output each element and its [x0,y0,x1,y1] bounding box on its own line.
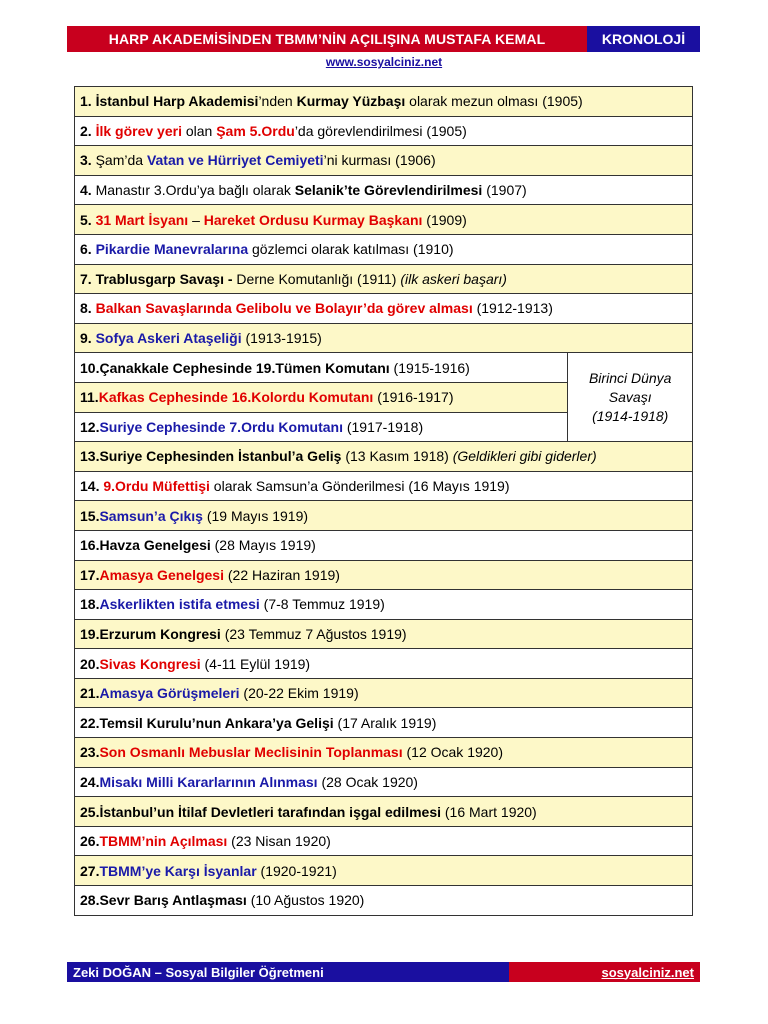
event-number: 1. [80,93,92,110]
event-number: 26. [80,833,100,850]
event-text: (28 Mayıs 1919) [210,537,316,554]
chronology-row [75,708,693,738]
event-text: olan [181,122,217,139]
site-link[interactable]: www.sosyalciniz.net [325,55,443,69]
chronology-row [75,530,693,560]
event-text: (12 Ocak 1920) [402,744,503,761]
war-group-note-line: Birinci Dünya [588,369,672,386]
event-text: (ilk askeri başarı) [400,270,507,287]
event-text: Hareket Ordusu Kurmay Başkanı [203,211,423,228]
chronology-row [75,146,693,176]
event-cell [75,886,693,916]
chronology-table [74,86,693,916]
chronology-row [75,886,693,916]
event-text: Misakı Milli Kararlarının Alınması [99,773,318,790]
event-number: 14. [80,478,100,495]
event-number: 22. [80,714,100,731]
event-number: 25. [80,803,100,820]
event-cell [75,590,693,620]
event-text: TBMM’nin Açılması [99,833,228,850]
event-number: 24. [80,773,100,790]
event-cell [75,530,693,560]
event-number: 27. [80,862,100,879]
event-text: 9.Ordu Müfettişi [103,478,210,495]
event-text: ’nden [258,93,297,110]
event-text: (13 Kasım 1918) [341,448,453,465]
event-text: Sofya Askeri Ataşeliği [95,330,242,347]
chronology-row [75,738,693,768]
event-text: (1917-1918) [342,418,424,435]
event-text: İstanbul’un İtilaf Devletleri tarafından işgal edilmesi [99,803,441,820]
event-number: 21. [80,685,100,702]
event-text: Amasya Görüşmeleri [99,685,240,702]
event-cell [75,146,693,176]
chronology-row [75,501,693,531]
event-number: 18. [80,596,100,613]
event-text: – [188,211,204,228]
event-text: Selanik’te Görevlendirilmesi [294,182,483,199]
event-text: TBMM’ye Karşı İsyanlar [99,862,257,879]
event-text: (1916-1917) [373,389,454,406]
event-text: Suriye Cephesinden İstanbul’a Geliş [99,448,342,465]
chronology-row [75,619,693,649]
event-text: (1913-1915) [241,330,322,347]
event-number: 7. [80,270,92,287]
footer-banner [67,962,700,982]
event-cell [75,560,693,590]
event-text: (23 Nisan 1920) [227,833,331,850]
event-text: Balkan Savaşlarında Gelibolu ve Bolayır’da görev alması [95,300,473,317]
event-text: (7-8 Temmuz 1919) [259,596,385,613]
event-cell [75,353,568,383]
event-text: Suriye Cephesinde 7.Ordu Komutanı [99,418,343,435]
event-text: (1907) [482,182,527,199]
event-text: İlk görev yeri [95,122,182,139]
event-cell [75,175,693,205]
event-text: (19 Mayıs 1919) [202,507,309,524]
footer-author: Zeki DOĞAN – Sosyal Bilgiler Öğretmeni [67,962,509,982]
event-text: Amasya Genelgesi [99,566,224,583]
title-banner [67,26,700,52]
event-text: 31 Mart İsyanı [95,211,189,228]
event-text: Şam’da [95,152,147,169]
event-number: 3. [80,152,92,169]
event-text: olarak mezun olması (1905) [405,93,583,110]
event-cell [75,738,693,768]
event-text: (Geldikleri gibi giderler) [452,448,597,465]
chronology-row [75,205,693,235]
event-number: 16. [80,537,100,554]
chronology-badge: KRONOLOJİ [587,26,700,52]
event-text: İstanbul Harp Akademisi [95,93,259,110]
chronology-row [75,323,693,353]
event-cell [75,87,693,117]
event-text: olarak Samsun’a Gönderilmesi (16 Mayıs 1919) [209,478,510,495]
event-text: (4-11 Eylül 1919) [200,655,311,672]
chronology-row [75,442,693,472]
event-text: Kurmay Yüzbaşı [296,93,406,110]
chronology-row [75,234,693,264]
event-text: (20-22 Ekim 1919) [239,685,359,702]
chronology-row [75,294,693,324]
event-cell [75,856,693,886]
event-text: ’da görevlendirilmesi (1905) [294,122,467,139]
event-cell [75,708,693,738]
event-text: (16 Mart 1920) [441,803,537,820]
event-text: Vatan ve Hürriyet Cemiyeti [146,152,324,169]
event-text: (1909) [422,211,467,228]
chronology-row [75,175,693,205]
event-text: Temsil Kurulu’nun Ankara’ya Gelişi [99,714,334,731]
war-group-note-line: (1914-1918) [592,407,669,424]
chronology-row [75,649,693,679]
chronology-row [75,264,693,294]
event-text: (28 Ocak 1920) [317,773,418,790]
event-text: (1920-1921) [256,862,337,879]
event-number: 2. [80,122,92,139]
event-text: (17 Aralık 1919) [333,714,437,731]
event-text: (1915-1916) [389,359,470,376]
war-group-note [568,353,693,442]
event-cell [75,797,693,827]
chronology-row [75,560,693,590]
chronology-row [75,767,693,797]
event-text: (10 Ağustos 1920) [246,892,365,909]
event-number: 20. [80,655,100,672]
event-cell [75,826,693,856]
event-cell [75,767,693,797]
event-number: 13. [80,448,100,465]
event-text: Manastır 3.Ordu’ya bağlı olarak [95,182,295,199]
event-number: 23. [80,744,100,761]
event-text: Erzurum Kongresi [99,625,221,642]
chronology-row [75,353,693,383]
event-text: Pikardie Manevralarına [95,241,249,258]
event-cell [75,619,693,649]
page-title: HARP AKADEMİSİNDEN TBMM’NİN AÇILIŞINA MUSTAFA KEMAL [67,26,587,52]
event-text: Sivas Kongresi [99,655,201,672]
event-cell [75,412,568,442]
event-text: Çanakkale Cephesinde 19.Tümen Komutanı [99,359,390,376]
event-cell [75,205,693,235]
event-cell [75,116,693,146]
event-number: 17. [80,566,100,583]
event-text: Trablusgarp Savaşı - [95,270,233,287]
event-cell [75,234,693,264]
event-number: 10. [80,359,100,376]
event-cell [75,678,693,708]
event-text: Şam 5.Ordu [216,122,295,139]
event-number: 6. [80,241,92,258]
event-text: Son Osmanlı Mebuslar Meclisinin Toplanması [99,744,403,761]
event-number: 5. [80,211,92,228]
event-text: Derne Komutanlığı (1911) [232,270,401,287]
chronology-row [75,856,693,886]
event-number: 4. [80,182,92,199]
event-number: 15. [80,507,100,524]
event-text: ’ni kurması (1906) [323,152,436,169]
event-cell [75,323,693,353]
event-cell [75,471,693,501]
event-number: 12. [80,418,100,435]
footer-site-link[interactable]: sosyalciniz.net [509,962,700,982]
event-text: (23 Temmuz 7 Ağustos 1919) [220,625,407,642]
event-text: (22 Haziran 1919) [223,566,340,583]
event-number: 9. [80,330,92,347]
event-number: 28. [80,892,100,909]
chronology-row [75,471,693,501]
event-text: Samsun’a Çıkış [99,507,203,524]
chronology-row [75,826,693,856]
event-cell [75,264,693,294]
chronology-row [75,797,693,827]
chronology-row [75,116,693,146]
event-text: Havza Genelgesi [99,537,211,554]
event-cell [75,649,693,679]
war-group-note-line: Savaşı [608,388,652,405]
event-text: Askerlikten istifa etmesi [99,596,260,613]
event-cell [75,382,568,412]
chronology-row [75,678,693,708]
event-cell [75,501,693,531]
chronology-row [75,590,693,620]
event-text: Kafkas Cephesinde 16.Kolordu Komutanı [98,389,374,406]
chronology-row [75,87,693,117]
event-number: 8. [80,300,92,317]
event-text: Sevr Barış Antlaşması [99,892,247,909]
event-number: 11. [80,389,99,406]
event-text: gözlemci olarak katılması (1910) [248,241,454,258]
event-cell [75,294,693,324]
event-number: 19. [80,625,100,642]
event-text: (1912-1913) [472,300,553,317]
event-cell [75,442,693,472]
